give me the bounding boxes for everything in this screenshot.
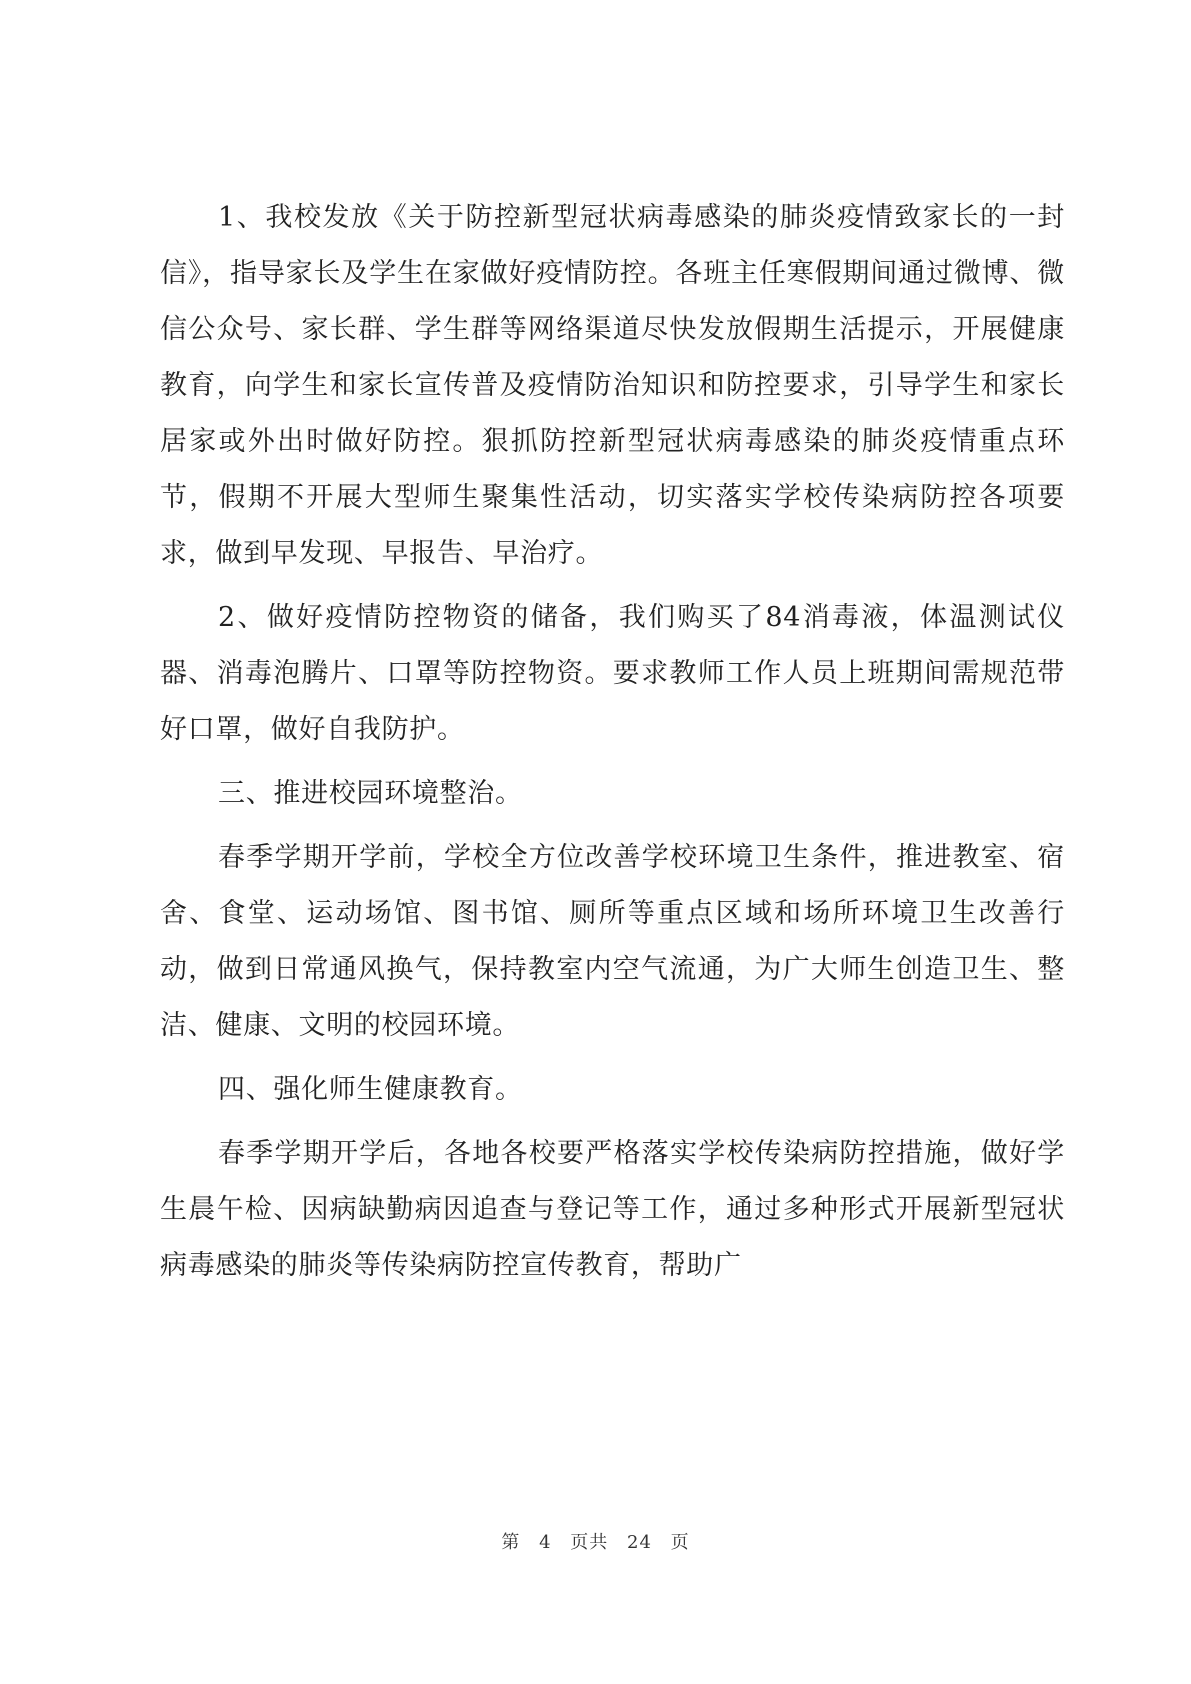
paragraph-environment: 春季学期开学前，学校全方位改善学校环境卫生条件，推进教室、宿舍、食堂、运动场馆、图书馆、厕所等重点区域和场所环境卫生改善行动，做到日常通风换气，保持教室内空气流通，为广大师生创造卫生、整洁、健康、文明的校园环境。 bbox=[160, 842, 1065, 1041]
paragraph-health-education: 春季学期开学后，各地各校要严格落实学校传染病防控措施，做好学生晨午检、因病缺勤病因追查与登记等工作，通过多种形式开展新型冠状病毒感染的肺炎等传染病防控宣传教育，帮助广 bbox=[160, 1138, 1065, 1281]
section-heading-environment: 三、推进校园环境整治。 bbox=[218, 778, 523, 809]
footer-total-pages: 24 bbox=[627, 1532, 652, 1553]
footer-prefix: 第 bbox=[501, 1532, 521, 1553]
footer-suffix: 页 bbox=[670, 1532, 690, 1553]
document-body bbox=[160, 190, 1065, 1302]
footer-middle: 页共 bbox=[570, 1532, 609, 1553]
paragraph-supplies: 2、做好疫情防控物资的储备，我们购买了84消毒液，体温测试仪器、消毒泡腾片、口罩等防控物资。要求教师工作人员上班期间需规范带好口罩，做好自我防护。 bbox=[160, 602, 1065, 745]
page-footer bbox=[0, 1528, 1191, 1554]
paragraph-notice-letter: 1、我校发放《关于防控新型冠状病毒感染的肺炎疫情致家长的一封信》，指导家长及学生在家做好疫情防控。各班主任寒假期间通过微博、微信公众号、家长群、学生群等网络渠道尽快发放假期生活提示，开展健康教育，向学生和家长宣传普及疫情防治知识和防控要求，引导学生和家长居家或外出时做好防控。狠抓防控新型冠状病毒感染的肺炎疫情重点环节，假期不开展大型师生聚集性活动，切实落实学校传染病防控各项要求，做到早发现、早报告、早治疗。 bbox=[160, 202, 1065, 569]
footer-current-page: 4 bbox=[539, 1532, 552, 1553]
section-heading-health-education: 四、强化师生健康教育。 bbox=[218, 1074, 523, 1105]
